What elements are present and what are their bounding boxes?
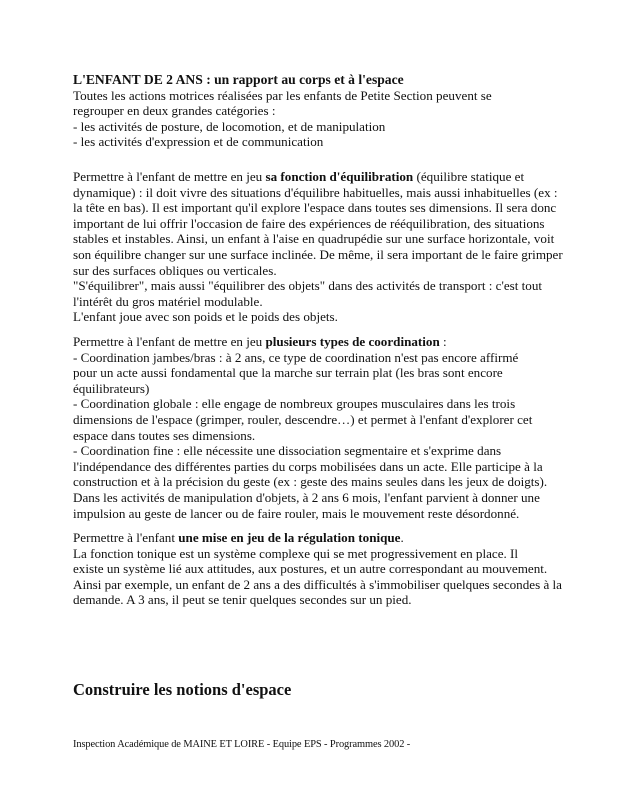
paragraph-line: impulsion au geste de lancer ou de faire rouler, mais le mouvement reste désordonné. xyxy=(73,505,520,521)
list-item: - les activités de posture, de locomotion, et de manipulation xyxy=(73,118,386,134)
paragraph-line: existe un système lié aux attitudes, aux postures, et un autre correspondant au mouvement. xyxy=(73,561,548,577)
intro-text: Permettre à l'enfant xyxy=(73,530,179,545)
section-tonic-regulation xyxy=(73,530,593,608)
section-child-2-years xyxy=(73,72,593,150)
paragraph-line: "S'équilibrer", mais aussi "équilibrer des objets" dans des activités de transport : c'est tout xyxy=(73,278,543,294)
section-heading-space: Construire les notions d'espace xyxy=(73,680,292,699)
section-equilibration xyxy=(73,169,593,325)
intro-text: Permettre à l'enfant de mettre en jeu xyxy=(73,169,266,184)
paragraph-line: sur des surfaces obliques ou verticales. xyxy=(73,262,277,278)
paragraph-line: important de lui offrir l'occasion de faire des expériences de rééquilibration, des situations xyxy=(73,215,545,231)
paragraph-line: - Coordination globale : elle engage de nombreux groupes musculaires dans les trois xyxy=(73,396,516,412)
intro-text: Permettre à l'enfant de mettre en jeu xyxy=(73,334,266,349)
paragraph-line: l'indépendance des différentes parties du corps mobilisées dans un acte. Elle participe à la xyxy=(73,458,543,474)
paragraph-line: la tête en bas). Il est important qu'il explore l'espace dans toutes ses dimensions. Il sera donc xyxy=(73,200,557,216)
intro-emphasis: plusieurs types de coordination xyxy=(265,334,440,349)
paragraph-line: construction et à la précision du geste (ex : geste des mains seules dans les jeux de doigts). xyxy=(73,474,548,490)
paragraph-intro xyxy=(73,169,593,185)
section-title: L'ENFANT DE 2 ANS : un rapport au corps et à l'espace xyxy=(73,72,404,87)
paragraph-line: demande. A 3 ans, il peut se tenir quelques secondes sur un pied. xyxy=(73,592,412,608)
paragraph-line: l'intérêt du gros matériel modulable. xyxy=(73,293,263,309)
section-coordination xyxy=(73,334,593,521)
page-footer: Inspection Académique de MAINE ET LOIRE - Equipe EPS - Programmes 2002 - xyxy=(73,739,411,750)
paragraph-line: dynamique) : il doit vivre des situations d'équilibre habituelles, mais aussi inhabituelles (ex : xyxy=(73,184,558,200)
paragraph-line: Toutes les actions motrices réalisées par les enfants de Petite Section peuvent se xyxy=(73,87,492,103)
paragraph-line: Ainsi par exemple, un enfant de 2 ans a des difficultés à s'immobiliser quelques secondes à la xyxy=(73,576,562,592)
list-item: - les activités d'expression et de communication xyxy=(73,134,324,150)
paragraph-line: - Coordination jambes/bras : à 2 ans, ce type de coordination n'est pas encore affirmé xyxy=(73,349,519,365)
intro-text-end: . xyxy=(400,530,404,545)
paragraph-line: La fonction tonique est un système complexe qui se met progressivement en place. Il xyxy=(73,545,519,561)
intro-emphasis: une mise en jeu de la régulation tonique xyxy=(178,530,401,545)
intro-text-end: (équilibre statique et xyxy=(413,169,525,184)
paragraph-line: - Coordination fine : elle nécessite une dissociation segmentaire et s'exprime dans xyxy=(73,443,502,459)
paragraph-line: L'enfant joue avec son poids et le poids des objets. xyxy=(73,309,338,325)
paragraph-line: dimensions de l'espace (grimper, rouler, descendre…) et permet à l'enfant d'explorer cet xyxy=(73,411,533,427)
paragraph-line: son équilibre changer sur une surface inclinée. De même, il sera important de le faire grimper xyxy=(73,246,563,262)
paragraph-intro xyxy=(73,334,593,350)
paragraph-line: pour un acte aussi fondamental que la marche sur terrain plat (les bras sont encore xyxy=(73,365,503,381)
paragraph-line: Dans les activités de manipulation d'objets, à 2 ans 6 mois, l'enfant parvient à donner une xyxy=(73,489,540,505)
paragraph-line: regrouper en deux grandes catégories : xyxy=(73,103,276,119)
intro-emphasis: sa fonction d'équilibration xyxy=(265,169,414,184)
paragraph-line: stables et instables. Ainsi, un enfant à l'aise en quadrupédie sur une surface horizontale, voit xyxy=(73,231,555,247)
paragraph-line: espace dans toutes ses dimensions. xyxy=(73,427,256,443)
intro-text-end: : xyxy=(439,334,447,349)
paragraph-intro xyxy=(73,530,593,546)
paragraph-line: équilibrateurs) xyxy=(73,380,150,396)
